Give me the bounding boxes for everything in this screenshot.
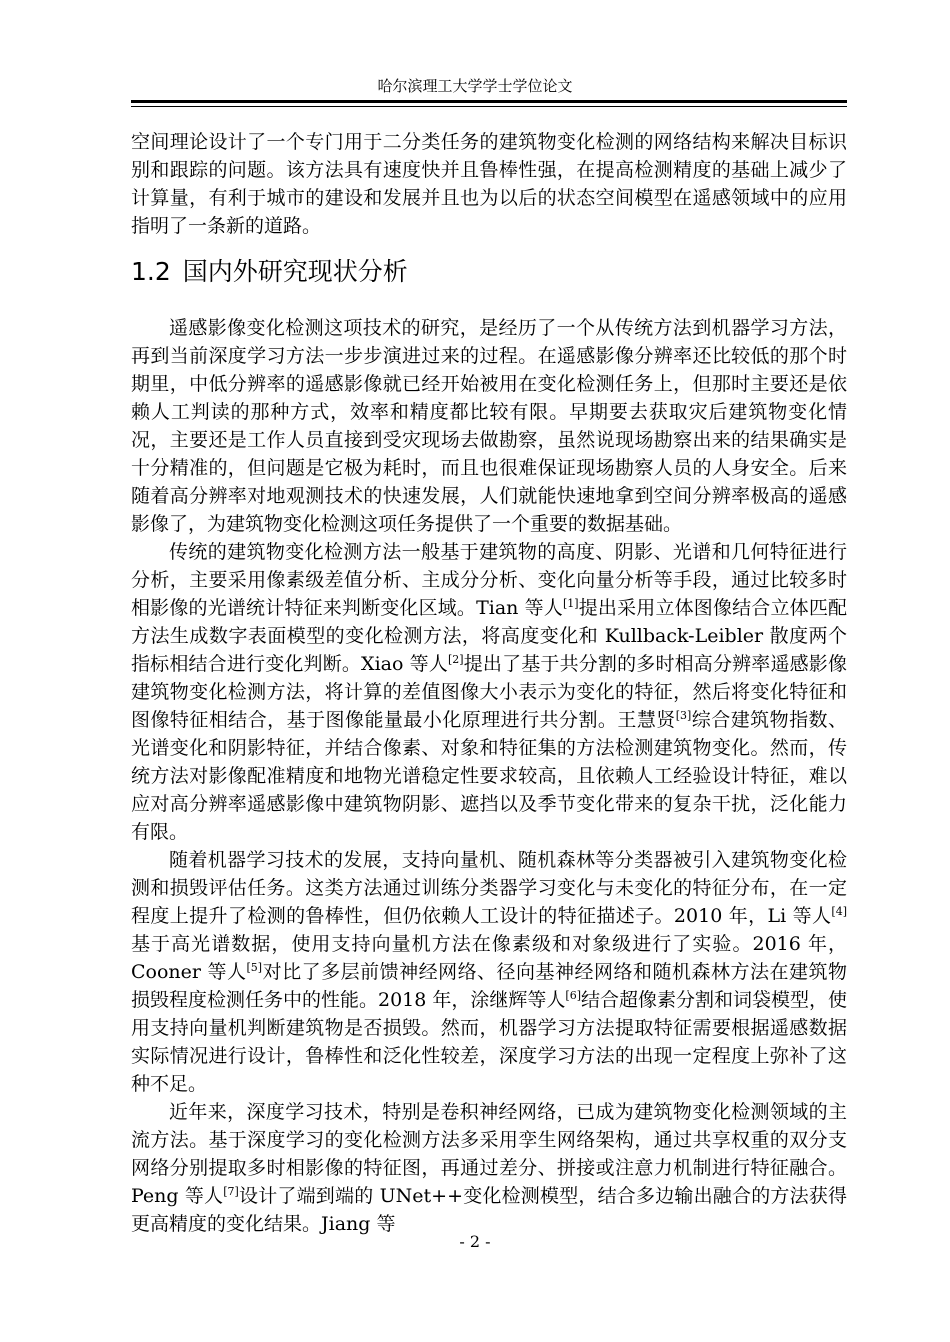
citation-1: [1] [562,597,579,610]
section-title: 国内外研究现状分析 [182,257,408,286]
citation-4: [4] [831,905,847,918]
paragraph-3 [131,846,847,1098]
citation-5: [5] [246,961,263,974]
para2-text-a: 传统的建筑物变化检测方法一般基于建筑物的高度、阴影、光谱和几何特征进行分析，主要采用像素级差值分析、主成分分析、变化向量分析等手段，通过比较多时相影像的光谱统计特征来判断变化区域。Tian 等人 [131,541,847,619]
para2-text-b: 提出采用立体图像结合立体匹配方法生成数字表面模型的变化检测方法，将高度变化和 Kullback-Leibler 散度两个指标相结合进行变化判断。Xiao 等人 [131,597,847,675]
para2-text-c: 提出了基于共分割的多时相高分辨率遥感影像建筑物变化检测方法，将计算的差值图像大小表示为变化的特征，然后将变化特征和图像特征相结合，基于图像能量最小化原理进行共分割。王慧贤 [131,653,847,731]
citation-7: [7] [223,1185,239,1198]
para4-text-b: 设计了端到端的 UNet++变化检测模型，结合多边输出融合的方法获得更高精度的变化结果。Jiang 等 [131,1185,847,1235]
page-body [131,128,847,1238]
para4-text-a: 近年来，深度学习技术，特别是卷积神经网络，已成为建筑物变化检测领域的主流方法。基于深度学习的变化检测方法多采用孪生网络架构，通过共享权重的双分支网络分别提取多时相影像的特征图，再通过差分、拼接或注意力机制进行特征融合。Peng 等人 [131,1101,847,1207]
paragraph-2 [131,538,847,846]
intro-paragraph-tail: 空间理论设计了一个专门用于二分类任务的建筑物变化检测的网络结构来解决目标识别和跟踪的问题。该方法具有速度快并且鲁棒性强，在提高检测精度的基础上减少了计算量，有利于城市的建设和发展并且也为以后的状态空间模型在遥感领域中的应用指明了一条新的道路。 [131,131,847,237]
citation-6: [6] [565,989,581,1002]
para3-text-c: 对比了多层前馈神经网络、径向基神经网络和随机森林方法在建筑物损毁程度检测任务中的性能。2018 年，涂继辉等人 [131,961,847,1011]
para3-text-a: 随着机器学习技术的发展，支持向量机、随机森林等分类器被引入建筑物变化检测和损毁评估任务。这类方法通过训练分类器学习变化与未变化的特征分布，在一定程度上提升了检测的鲁棒性，但仍依赖人工设计的特征描述子。2010 年，Li 等人 [131,849,847,927]
page-number: - 2 - [459,1232,491,1251]
paragraph-1: 遥感影像变化检测这项技术的研究，是经历了一个从传统方法到机器学习方法，再到当前深度学习方法一步步演进过来的过程。在遥感影像分辨率还比较低的那个时期里，中低分辨率的遥感影像就已经开始被用在变化检测任务上，但那时主要还是依赖人工判读的那种方式，效率和精度都比较有限。早期要去获取灾后建筑物变化情况，主要还是工作人员直接到受灾现场去做勘察，虽然说现场勘察出来的结果确实是十分精准的，但问题是它极为耗时，而且也很难保证现场勘察人员的人身安全。后来随着高分辨率对地观测技术的快速发展，人们就能快速地拿到空间分辨率极高的遥感影像了，为建筑物变化检测这项任务提供了一个重要的数据基础。 [131,317,847,535]
page-header: 哈尔滨理工大学学士学位论文 [377,77,573,95]
citation-2: [2] [447,653,464,666]
para3-text-d: 结合超像素分割和词袋模型，使用支持向量机判断建筑物是否损毁。然而，机器学习方法提取特征需要根据遥感数据实际情况进行设计，鲁棒性和泛化性较差，深度学习方法的出现一定程度上弥补了这种不足。 [131,989,848,1095]
citation-3: [3] [675,709,692,722]
section-heading [131,252,847,292]
paragraph-4 [131,1098,847,1238]
section-number: 1.2 [131,257,171,286]
header-rule-thin [131,106,847,107]
para3-text-b: 基于高光谱数据，使用支持向量机方法在像素级和对象级进行了实验。2016 年，Cooner 等人 [131,933,847,983]
para2-text-d: 综合建筑物指数、光谱变化和阴影特征，并结合像素、对象和特征集的方法检测建筑物变化。然而，传统方法对影像配准精度和地物光谱稳定性要求较高，且依赖人工经验设计特征，难以应对高分辨率遥感影像中建筑物阴影、遮挡以及季节变化带来的复杂干扰，泛化能力有限。 [131,709,847,843]
header-rule-thick [131,100,847,103]
